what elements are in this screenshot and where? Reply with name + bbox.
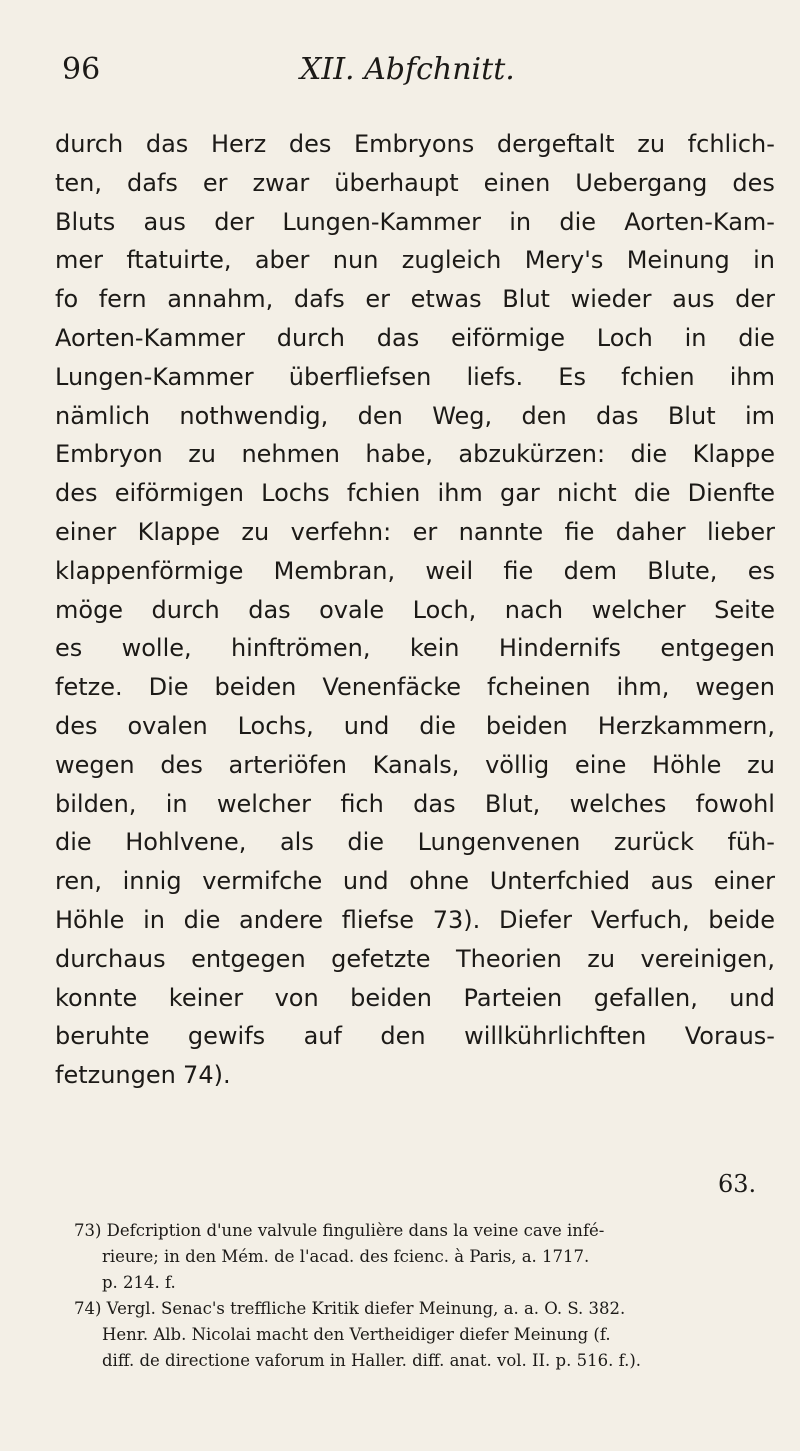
text-line <box>55 979 775 1018</box>
text-line <box>55 901 775 940</box>
word: nothwendig, <box>179 401 329 430</box>
word: das <box>413 789 456 818</box>
word: Embryon <box>55 440 163 469</box>
word: die <box>55 828 92 857</box>
word: er <box>202 168 228 197</box>
word: durchaus <box>55 944 166 973</box>
word: Unterfchied <box>489 867 631 896</box>
word: abzukürzen: <box>458 440 606 469</box>
word: zugleich <box>401 246 502 275</box>
word: zu <box>637 130 666 158</box>
word: in <box>165 789 188 818</box>
word: daher <box>615 517 686 546</box>
word: hinftrömen, <box>230 634 371 663</box>
text-line <box>55 629 775 668</box>
word: 74). <box>183 1061 231 1090</box>
word: eiförmige <box>450 323 566 352</box>
word: einen <box>483 168 551 197</box>
word: die <box>419 711 456 740</box>
word: der <box>214 207 255 236</box>
word: Mery's <box>524 246 604 275</box>
word: innig <box>122 867 182 896</box>
word: Lochs <box>261 479 330 508</box>
word: fo <box>55 285 79 314</box>
word: dem <box>563 556 617 585</box>
word: Kanals, <box>372 750 460 779</box>
word: ovale <box>319 595 385 624</box>
word: andere <box>239 905 324 934</box>
word: nach <box>504 595 564 624</box>
word: gefetzte <box>331 944 431 973</box>
word: es <box>55 634 83 663</box>
word: ohne <box>409 867 470 896</box>
word: Parteien <box>463 983 563 1012</box>
word: ten, <box>55 168 103 197</box>
word: auf <box>303 1022 342 1051</box>
text-line <box>55 746 775 785</box>
text-line <box>55 862 775 901</box>
word: völlig <box>485 750 550 779</box>
word: Loch <box>596 323 653 352</box>
word: ovalen <box>127 711 208 740</box>
word: als <box>279 828 314 857</box>
word: ren, <box>55 867 102 896</box>
text-line <box>55 823 775 862</box>
word: Theorien <box>455 944 562 973</box>
text-line <box>55 1056 775 1095</box>
word: dergeftalt <box>496 130 615 158</box>
text-line <box>55 552 775 591</box>
text-line <box>55 241 775 280</box>
page-number: 96 <box>62 52 101 87</box>
word: willkührlichften <box>464 1022 647 1051</box>
word: dafs <box>293 285 345 314</box>
word: das <box>376 323 420 352</box>
text-line <box>55 1017 775 1056</box>
word: verfehn: <box>290 517 392 546</box>
word: des <box>732 168 775 197</box>
footnote-line: p. 214. f. <box>102 1273 176 1292</box>
word: Uebergang <box>575 168 708 197</box>
word: Lochs, <box>237 711 314 740</box>
footnotes <box>74 1218 774 1374</box>
footnote-line: 74) Vergl. Senac's treffliche Kritik diefer Meinung, a. a. O. S. 382. <box>74 1299 626 1318</box>
word: das <box>145 130 189 158</box>
word: Aorten-Kam- <box>624 207 775 236</box>
word: der <box>735 285 775 314</box>
word: ftatuirte, <box>126 246 232 275</box>
word: wieder <box>570 285 652 314</box>
text-line <box>55 474 775 513</box>
body-text <box>55 125 775 1095</box>
word: Blut, <box>484 789 541 818</box>
word: fliefse <box>341 905 415 934</box>
word: fetzungen <box>55 1061 176 1090</box>
word: fcheinen <box>487 673 591 702</box>
word: welcher <box>216 789 312 818</box>
word: entgegen <box>660 634 775 663</box>
word: ihm <box>729 362 775 391</box>
word: einer <box>55 517 117 546</box>
word: den <box>521 401 567 430</box>
word: nämlich <box>55 401 151 430</box>
word: Loch, <box>412 595 477 624</box>
word: er <box>365 285 390 314</box>
word: zwar <box>252 168 310 197</box>
word: zu <box>241 517 270 546</box>
text-line <box>55 591 775 630</box>
word: Blute, <box>647 556 718 585</box>
word: das <box>248 595 291 624</box>
text-line <box>55 397 775 436</box>
word: aus <box>672 285 715 314</box>
word: möge <box>55 595 124 624</box>
word: aus <box>143 207 186 236</box>
word: annahm, <box>167 285 274 314</box>
word: fowohl <box>695 789 775 818</box>
word: des <box>55 479 98 508</box>
word: Herz <box>210 130 267 158</box>
word: zurück <box>613 828 694 857</box>
word: fich <box>340 789 384 818</box>
word: etwas <box>410 285 482 314</box>
word: bilden, <box>55 789 137 818</box>
word: eine <box>574 750 627 779</box>
word: beiden <box>485 711 568 740</box>
word: ihm, <box>616 673 670 702</box>
word: durch <box>276 323 345 352</box>
footnote-line: diff. de directione vaforum in Haller. diff. anat. vol. II. p. 516. f.). <box>102 1351 642 1370</box>
word: beiden <box>214 673 297 702</box>
word: beiden <box>350 983 433 1012</box>
text-line <box>55 940 775 979</box>
word: Membran, <box>273 556 396 585</box>
text-line <box>55 435 775 474</box>
word: Höhle <box>652 750 722 779</box>
word: fetze. <box>55 673 123 702</box>
word: fchien <box>621 362 695 391</box>
word: Klappe <box>137 517 221 546</box>
word: mer <box>55 246 104 275</box>
word: Weg, <box>432 401 493 430</box>
word: Die <box>148 673 189 702</box>
word: nehmen <box>241 440 340 469</box>
word: Meinung <box>626 246 730 275</box>
section-number: 63. <box>718 1170 757 1198</box>
word: gewifs <box>187 1022 266 1051</box>
word: 73). <box>432 905 481 934</box>
word: die <box>559 207 597 236</box>
word: in <box>684 323 707 352</box>
word: lieber <box>706 517 775 546</box>
word: Dienfte <box>687 479 775 508</box>
word: welches <box>569 789 667 818</box>
text-line <box>55 203 775 242</box>
word: des <box>55 711 98 740</box>
word: füh- <box>727 828 775 857</box>
word: Lungen-Kammer <box>55 362 254 391</box>
word: in <box>143 905 165 934</box>
word: Venenfäcke <box>322 673 462 702</box>
word: gefallen, <box>593 983 698 1012</box>
word: beide <box>708 905 775 934</box>
page-header <box>62 52 740 92</box>
word: nannte <box>458 517 544 546</box>
word: von <box>274 983 319 1012</box>
word: gar <box>499 479 540 508</box>
word: vermifche <box>202 867 323 896</box>
word: des <box>288 130 332 158</box>
word: und <box>343 711 390 740</box>
word: Diefer <box>499 905 572 934</box>
word: weil <box>425 556 474 585</box>
word: Hohlvene, <box>125 828 247 857</box>
word: zu <box>188 440 216 469</box>
word: wegen <box>695 673 775 702</box>
word: welcher <box>591 595 686 624</box>
word: Klappe <box>692 440 775 469</box>
word: er <box>412 517 438 546</box>
word: dafs <box>126 168 178 197</box>
word: und <box>342 867 389 896</box>
word: kein <box>409 634 460 663</box>
text-line <box>55 358 775 397</box>
word: die <box>183 905 221 934</box>
word: eiförmigen <box>114 479 244 508</box>
word: die <box>347 828 385 857</box>
text-line <box>55 513 775 552</box>
word: ihm <box>437 479 483 508</box>
word: zu <box>587 944 616 973</box>
word: klappenförmige <box>55 556 244 585</box>
word: und <box>729 983 775 1012</box>
word: Blut <box>667 401 716 430</box>
text-line <box>55 668 775 707</box>
text-line <box>55 707 775 746</box>
word: durch <box>151 595 220 624</box>
word: arteriöfen <box>228 750 347 779</box>
word: im <box>744 401 775 430</box>
text-line <box>55 164 775 203</box>
word: die <box>633 479 671 508</box>
word: Hindernifs <box>498 634 622 663</box>
footnote-line: rieure; in den Mém. de l'acad. des fcienc. à Paris, a. 1717. <box>102 1247 590 1266</box>
running-head: XII. Abfchnitt. <box>300 52 515 87</box>
word: den <box>357 401 403 430</box>
word: Es <box>558 362 586 391</box>
word: nicht <box>556 479 617 508</box>
word: überfliefsen <box>288 362 432 391</box>
word: in <box>509 207 532 236</box>
text-line <box>55 125 775 164</box>
word: die <box>738 323 775 352</box>
word: Lungen-Kammer <box>282 207 481 236</box>
text-line <box>55 280 775 319</box>
footnote-line: 73) Defcription d'une valvule fingulière dans la veine cave infé- <box>74 1221 605 1240</box>
word: Lungenvenen <box>417 828 581 857</box>
word: es <box>747 556 775 585</box>
word: fie <box>503 556 534 585</box>
word: fern <box>98 285 147 314</box>
word: habe, <box>365 440 433 469</box>
word: Blut <box>502 285 550 314</box>
word: Voraus- <box>684 1022 775 1051</box>
word: fchlich- <box>687 130 775 158</box>
word: Embryons <box>354 130 475 158</box>
word: Bluts <box>55 207 116 236</box>
word: überhaupt <box>334 168 459 197</box>
word: das <box>596 401 639 430</box>
word: Aorten-Kammer <box>55 323 246 352</box>
word: zu <box>747 750 775 779</box>
word: in <box>753 246 775 275</box>
word: vereinigen, <box>640 944 775 973</box>
word: keiner <box>168 983 244 1012</box>
word: Seite <box>714 595 775 624</box>
word: wolle, <box>121 634 192 663</box>
word: beruhte <box>55 1022 150 1051</box>
word: nun <box>332 246 379 275</box>
text-line <box>55 319 775 358</box>
word: fie <box>564 517 595 546</box>
word: des <box>160 750 203 779</box>
word: entgegen <box>191 944 306 973</box>
word: liefs. <box>466 362 524 391</box>
word: wegen <box>55 750 135 779</box>
word: aus <box>650 867 694 896</box>
word: durch <box>55 130 124 158</box>
word: aber <box>254 246 310 275</box>
word: Verfuch, <box>590 905 690 934</box>
word: konnte <box>55 983 138 1012</box>
word: Höhle <box>55 905 125 934</box>
word: einer <box>713 867 775 896</box>
text-line <box>55 785 775 824</box>
footnote-line: Henr. Alb. Nicolai macht den Vertheidiger diefer Meinung (f. <box>102 1325 611 1344</box>
word: den <box>380 1022 426 1051</box>
word: Herzkammern, <box>597 711 775 740</box>
word: fchien <box>346 479 421 508</box>
word: die <box>630 440 668 469</box>
